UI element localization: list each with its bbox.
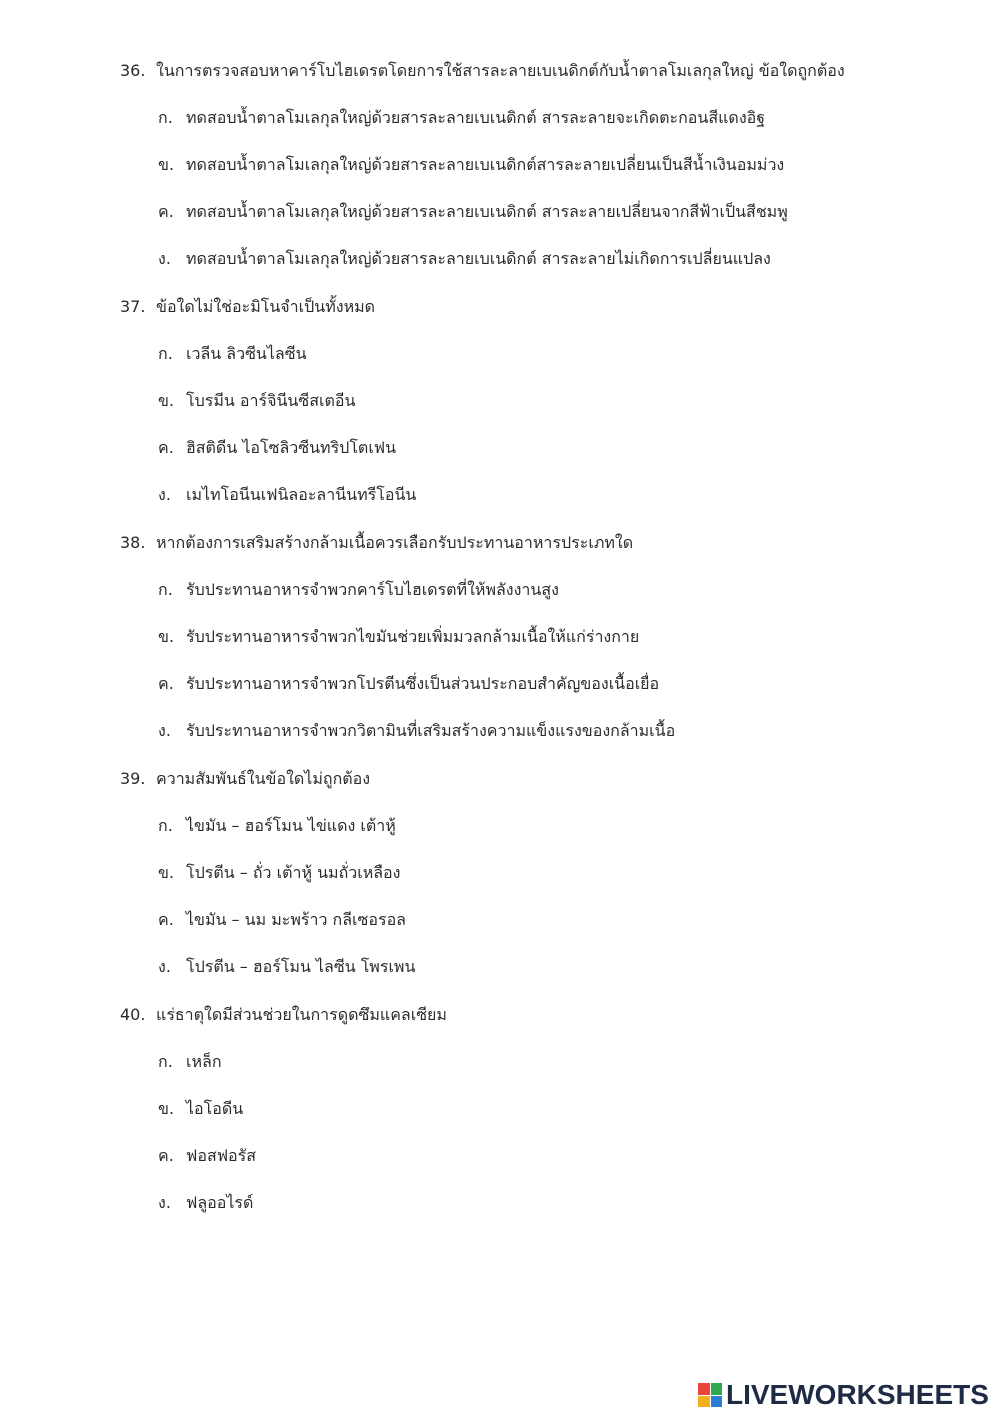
logo-square-green [711, 1383, 723, 1395]
option-letter: ง. [158, 1193, 171, 1212]
option-letter: ก. [158, 1052, 173, 1071]
option-text: ฟลูออไรด์ [186, 1193, 254, 1212]
option-letter: ข. [158, 391, 175, 410]
option-39-d[interactable] [158, 956, 415, 978]
option-text: เหล็ก [186, 1052, 222, 1071]
logo-text: LIVEWORKSHEETS [726, 1379, 989, 1410]
question-38 [120, 532, 633, 554]
option-letter: ข. [158, 155, 175, 174]
option-37-a[interactable] [158, 343, 307, 365]
logo-square-red [698, 1383, 710, 1395]
logo-square-yellow [698, 1396, 710, 1408]
option-40-c[interactable] [158, 1145, 256, 1167]
option-letter: ง. [158, 957, 171, 976]
option-text: โปรตีน – ถั่ว เต้าหู้ นมถั่วเหลือง [186, 863, 401, 882]
option-text: ไอโอดีน [186, 1099, 244, 1118]
option-letter: ง. [158, 721, 171, 740]
option-text: ฮิสติดีน ไอโซลิวซีนทริปโตเฟน [186, 438, 397, 457]
question-36 [120, 60, 845, 82]
option-letter: ค. [158, 438, 174, 457]
option-39-b[interactable] [158, 862, 400, 884]
option-letter: ก. [158, 580, 173, 599]
option-37-d[interactable] [158, 484, 416, 506]
option-39-a[interactable] [158, 815, 396, 837]
option-37-b[interactable] [158, 390, 355, 412]
option-37-c[interactable] [158, 437, 396, 459]
option-36-a[interactable] [158, 107, 765, 129]
option-text: ทดสอบน้ำตาลโมเลกุลใหญ่ด้วยสารละลายเบเนดิกต์ สารละลายเปลี่ยนจากสีฟ้าเป็นสีชมพู [186, 202, 788, 221]
option-letter: ก. [158, 344, 173, 363]
question-number: 36. [120, 61, 146, 80]
option-40-a[interactable] [158, 1051, 222, 1073]
question-number: 37. [120, 297, 146, 316]
option-letter: ข. [158, 863, 175, 882]
question-40 [120, 1004, 447, 1026]
option-letter: ค. [158, 910, 174, 929]
question-number: 40. [120, 1005, 146, 1024]
option-text: รับประทานอาหารจำพวกโปรตีนซึ่งเป็นส่วนประกอบสำคัญของเนื้อเยื่อ [186, 674, 660, 693]
question-text: หากต้องการเสริมสร้างกล้ามเนื้อควรเลือกรับประทานอาหารประเภทใด [156, 533, 634, 552]
option-36-c[interactable] [158, 201, 788, 223]
option-letter: ค. [158, 674, 174, 693]
option-text: ทดสอบน้ำตาลโมเลกุลใหญ่ด้วยสารละลายเบเนดิกต์สารละลายเปลี่ยนเป็นสีน้ำเงินอมม่วง [186, 155, 785, 174]
option-text: รับประทานอาหารจำพวกคาร์โบไฮเดรตที่ให้พลังงานสูง [186, 580, 559, 599]
option-letter: ค. [158, 1146, 174, 1165]
option-text: รับประทานอาหารจำพวกไขมันช่วยเพิ่มมวลกล้ามเนื้อให้แก่ร่างกาย [186, 627, 640, 646]
option-text: รับประทานอาหารจำพวกวิตามินที่เสริมสร้างความแข็งแรงของกล้ามเนื้อ [186, 721, 676, 740]
liveworksheets-logo-icon [698, 1383, 722, 1407]
option-text: ไขมัน – ฮอร์โมน ไข่แดง เต้าหู้ [186, 816, 396, 835]
option-38-b[interactable] [158, 626, 639, 648]
question-37 [120, 296, 375, 318]
option-text: โบรมีน อาร์จินีนซีสเตอีน [186, 391, 356, 410]
option-text: โปรตีน – ฮอร์โมน ไลซีน โพรเพน [186, 957, 416, 976]
logo-square-blue [711, 1396, 723, 1408]
option-text: เมไทโอนีนเฟนิลอะลานีนทรีโอนีน [186, 485, 417, 504]
option-letter: ง. [158, 485, 171, 504]
option-letter: ข. [158, 1099, 175, 1118]
question-text: ในการตรวจสอบหาคาร์โบไฮเดรตโดยการใช้สารละลายเบเนดิกต์กับน้ำตาลโมเลกุลใหญ่ ข้อใดถูกต้อง [156, 61, 845, 80]
option-letter: ค. [158, 202, 174, 221]
question-number: 38. [120, 533, 146, 552]
question-text: ข้อใดไม่ใช่อะมิโนจำเป็นทั้งหมด [156, 297, 376, 316]
option-letter: ก. [158, 108, 173, 127]
option-text: เวลีน ลิวซีนไลซีน [186, 344, 307, 363]
option-36-b[interactable] [158, 154, 784, 176]
question-text: ความสัมพันธ์ในข้อใดไม่ถูกต้อง [156, 769, 371, 788]
option-36-d[interactable] [158, 248, 771, 270]
question-number: 39. [120, 769, 146, 788]
option-text: ทดสอบน้ำตาลโมเลกุลใหญ่ด้วยสารละลายเบเนดิกต์ สารละลายจะเกิดตะกอนสีแดงอิฐ [186, 108, 766, 127]
option-38-a[interactable] [158, 579, 559, 601]
option-letter: ง. [158, 249, 171, 268]
option-letter: ก. [158, 816, 173, 835]
option-38-c[interactable] [158, 673, 659, 695]
option-39-c[interactable] [158, 909, 406, 931]
option-text: ฟอสฟอรัส [186, 1146, 256, 1165]
option-text: ทดสอบน้ำตาลโมเลกุลใหญ่ด้วยสารละลายเบเนดิกต์ สารละลายไม่เกิดการเปลี่ยนแปลง [186, 249, 771, 268]
option-letter: ข. [158, 627, 175, 646]
liveworksheets-logo[interactable] [698, 1380, 989, 1410]
option-38-d[interactable] [158, 720, 675, 742]
question-text: แร่ธาตุใดมีส่วนช่วยในการดูดซึมแคลเซียม [156, 1005, 447, 1024]
option-text: ไขมัน – นม มะพร้าว กลีเซอรอล [186, 910, 406, 929]
question-39 [120, 768, 370, 790]
option-40-b[interactable] [158, 1098, 243, 1120]
option-40-d[interactable] [158, 1192, 253, 1214]
